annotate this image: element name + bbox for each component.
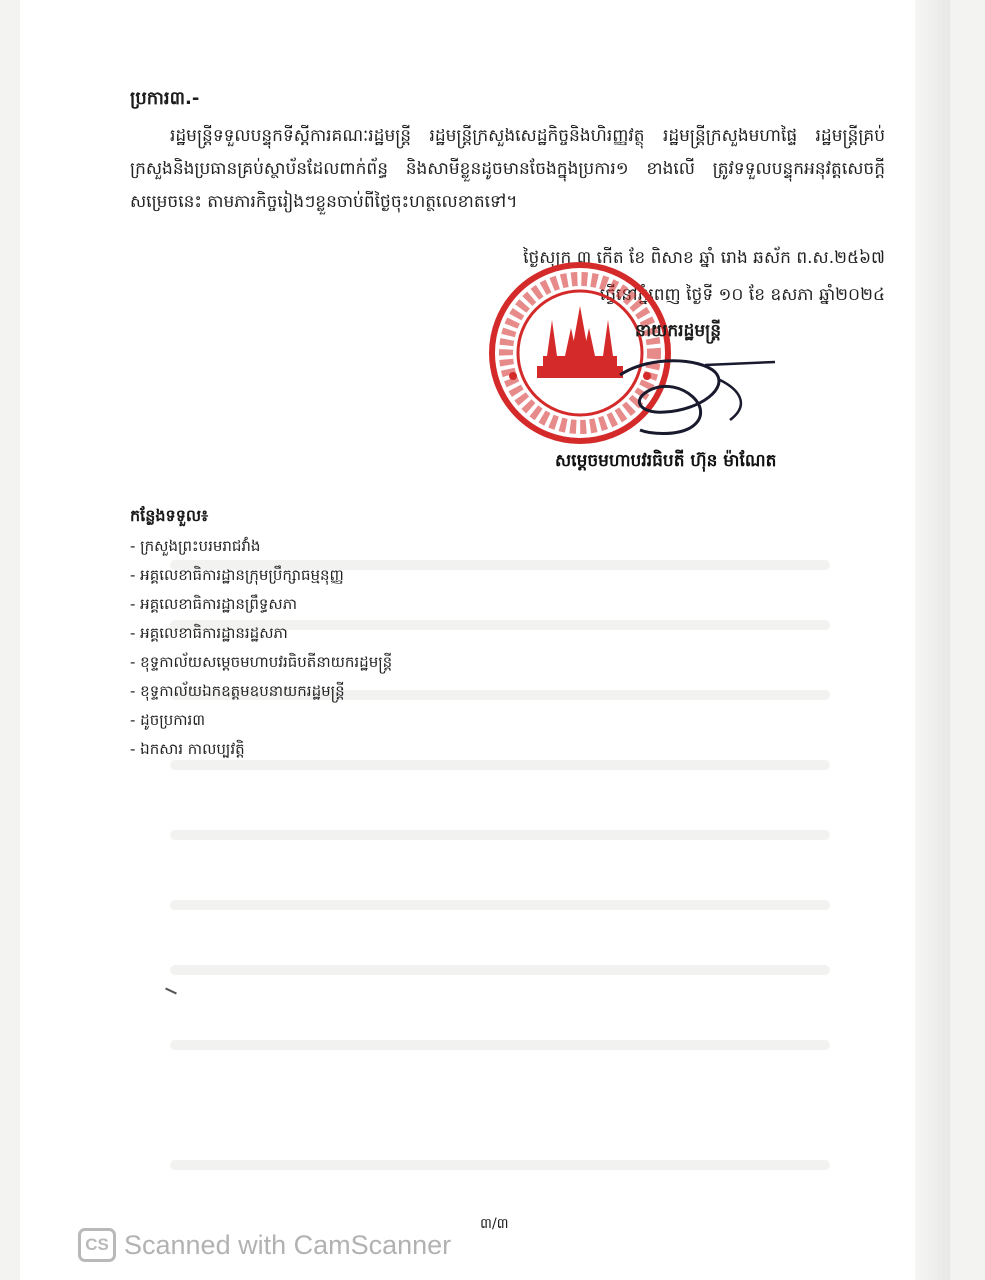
paragraph-text: រដ្ឋមន្ត្រីទទួលបន្ទុកទីស្តីការគណៈរដ្ឋមន្ត្រី រដ្ឋមន្ត្រីក្រសួងសេដ្ឋកិច្ចនិងហិរញ្ញវត្ថុ រដ្ឋមន្ត្រីក្រសួងមហាផ្ទៃ រដ្ឋមន្ត្រីគ្រប់ក្រសួងនិងប្រធានគ្រប់ស្ថាប័នដែលពាក់ព័ន្ធ និងសាមីខ្លួនដូចមានចែងក្នុងប្រការ១ ខាងលើ ត្រូវទទួលបន្ទុកអនុវត្តសេចក្តីសម្រេចនេះ តាមភារកិច្ចរៀងៗខ្លួនចាប់ពីថ្ងៃចុះហត្ថលេខាតទៅ។ [130, 126, 885, 212]
lunar-date: ថ្ងៃសុក្រ ៣ កើត ខែ ពិសាខ ឆ្នាំ រោង ឆស័ក ព.ស.២៥៦៧ [523, 248, 885, 268]
bleed-through-line [170, 965, 830, 975]
bleed-through-line [170, 830, 830, 840]
camscanner-watermark [78, 1228, 451, 1262]
recipient-item: - ខុទ្ទកាល័យឯកឧត្តមឧបនាយករដ្ឋមន្ត្រី [130, 682, 345, 700]
camscanner-logo-icon: CS [78, 1228, 116, 1262]
recipient-item: - ឯកសារ កាលប្បវត្តិ [130, 740, 245, 758]
page-edge-shadow [915, 0, 950, 1280]
bleed-through-line [170, 1160, 830, 1170]
recipient-item: - អគ្គលេខាធិការដ្ឋានក្រុមប្រឹក្សាធម្មនុញ្ញ [130, 566, 344, 584]
recipient-item: - អគ្គលេខាធិការដ្ឋានរដ្ឋសភា [130, 624, 288, 642]
bleed-through-line [170, 900, 830, 910]
handwritten-signature [580, 350, 780, 440]
recipients-list [130, 532, 392, 764]
signer-role: នាយករដ្ឋមន្ត្រី [635, 321, 721, 341]
watermark-text: Scanned with CamScanner [124, 1229, 452, 1260]
article-title: ប្រការ៣.- [130, 88, 200, 109]
recipients-title: កន្លែងទទួល៖ [130, 506, 209, 525]
recipient-item: - ក្រសួងព្រះបរមរាជវាំង [130, 537, 261, 555]
article-paragraph [130, 120, 885, 219]
recipient-item: - ខុទ្ទកាល័យសម្តេចមហាបវរធិបតីនាយករដ្ឋមន្ត្រី [130, 653, 393, 671]
signer-name: សម្តេចមហាបវរធិបតី ហ៊ុន ម៉ាណែត [555, 451, 777, 471]
recipient-item: - ដូចប្រការ៣ [130, 711, 206, 729]
page-number: ៣/៣ [480, 1216, 509, 1232]
bleed-through-line [170, 1040, 830, 1050]
solar-date: ធ្វើនៅភ្នំពេញ ថ្ងៃទី ១០ ខែ ឧសភា ឆ្នាំ២០២៤ [599, 285, 885, 305]
recipient-item: - អគ្គលេខាធិការដ្ឋានព្រឹទ្ធសភា [130, 595, 297, 613]
